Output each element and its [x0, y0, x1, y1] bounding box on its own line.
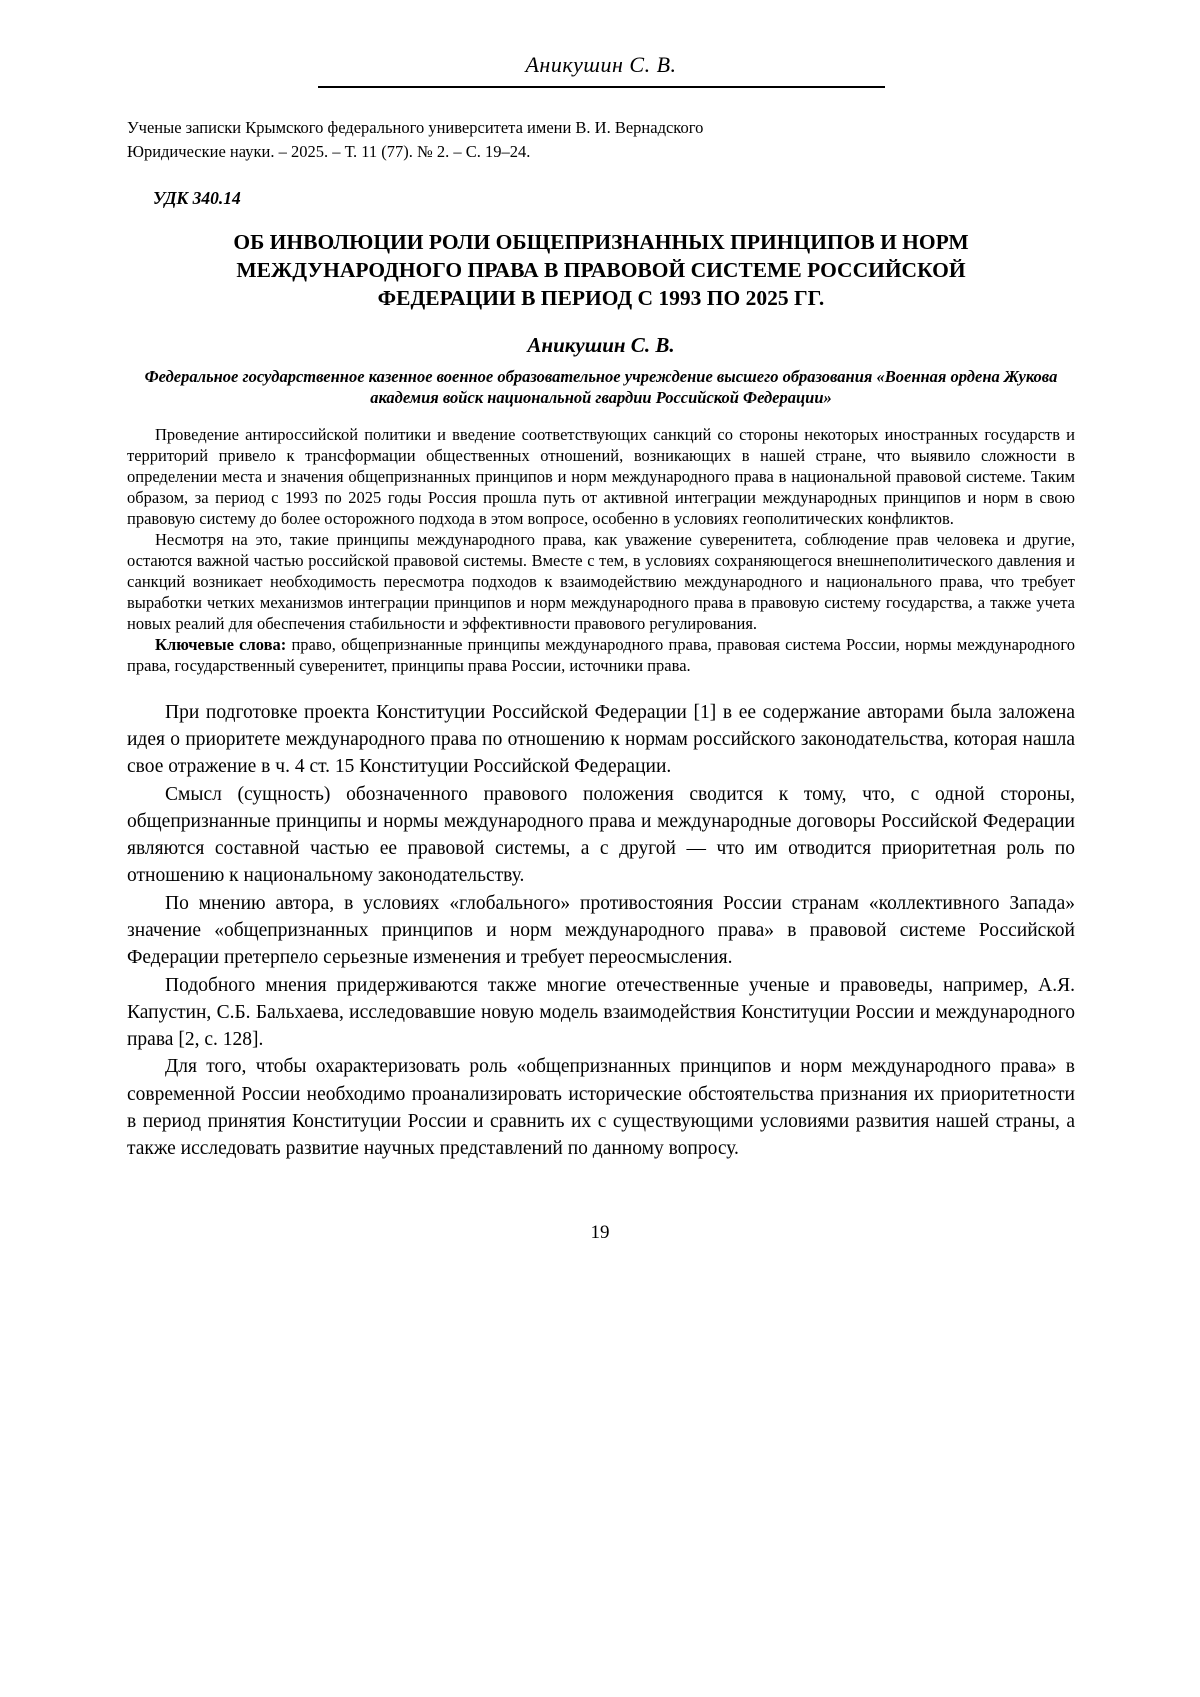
keywords-text: право, общепризнанные принципы международного права, правовая система России, нормы международного права, государственный суверенитет, принципы права России, источники права. [127, 634, 1075, 675]
keywords-label: Ключевые слова: [155, 634, 287, 654]
body-paragraph: Для того, чтобы охарактеризовать роль «общепризнанных принципов и норм международного права» в современной России необходимо проанализировать исторические обстоятельства признания их приоритетности в период принятия Конституции России и сравнить их с существующими условиями развития нашей страны, а также исследовать развитие научных представлений по данному вопросу. [127, 1056, 1075, 1160]
author-affiliation: Федеральное государственное казенное военное образовательное учреждение высшего образования «Военная ордена Жукова академия войск национальной гвардии Российской Федерации» [144, 366, 1058, 408]
page-number: 19 [590, 1222, 610, 1243]
body-paragraph: При подготовке проекта Конституции Российской Федерации [1] в ее содержание авторами была заложена идея о приоритете международного права по отношению к нормам российского законодательства, которая нашла свое отражение в ч. 4 ст. 15 Конституции Российской Федерации. [127, 701, 1075, 778]
article-body [127, 699, 1075, 1163]
udc-code: УДК 340.14 [153, 187, 241, 208]
abstract-paragraph: Несмотря на это, такие принципы международного права, как уважение суверенитета, соблюдение прав человека и другие, остаются важной частью российской правовой системы. Вместе с тем, в условиях сохраняющегося внешнеполитического давления и санкций возникает необходимость пересмотра подходов к взаимодействию международного и национального права, что требует выработки четких механизмов интеграции принципов и норм международного права в правовую систему государства, а также учета новых реалий для обеспечения стабильности и эффективности правового регулирования. [127, 529, 1075, 633]
body-paragraph: По мнению автора, в условиях «глобального» противостояния России странам «коллективного Запада» значение «общепризнанных принципов и норм международного права» в правовой системе Российской Федерации претерпело серьезные изменения и требует переосмысления. [127, 892, 1075, 969]
keywords-paragraph [127, 635, 1075, 677]
running-head: Аникушин С. В. [525, 52, 677, 77]
article-title: ОБ ИНВОЛЮЦИИ РОЛИ ОБЩЕПРИЗНАННЫХ ПРИНЦИПОВ И НОРМ МЕЖДУНАРОДНОГО ПРАВА В ПРАВОВОЙ СИСТЕМЕ РОССИЙСКОЙ ФЕДЕРАЦИИ В ПЕРИОД С 1993 ПО 2025 ГГ. [233, 229, 969, 310]
page-header [127, 52, 1075, 88]
citation-line-2: Юридические науки. – 2025. – Т. 11 (77). № 2. – С. 19–24. [127, 141, 531, 161]
author-name: Аникушин С. В. [527, 332, 675, 357]
abstract-paragraph: Проведение антироссийской политики и введение соответствующих санкций со стороны некоторых иностранных государств и территорий привело к трансформации общественных отношений, возникающих в нашей стране, что выявило сложности в определении места и значения общепризнанных принципов и норм международного права в национальной правовой системе. Таким образом, за период с 1993 по 2025 годы Россия прошла путь от активной интеграции международных принципов и норм в свою правовую систему до более осторожного подхода в этом вопросе, особенно в условиях геополитических конфликтов. [127, 425, 1075, 528]
abstract-section [127, 425, 1075, 676]
header-rule [318, 86, 885, 88]
citation-line-1: Ученые записки Крымского федерального университета имени В. И. Вернадского [127, 118, 704, 137]
body-paragraph: Подобного мнения придерживаются также многие отечественные ученые и правоведы, например, А.Я. Капустин, С.Б. Бальхаева, исследовавшие новую модель взаимодействия Конституции России и международного права [2, с. 128]. [127, 974, 1075, 1051]
body-paragraph: Смысл (сущность) обозначенного правового положения сводится к тому, что, с одной стороны, общепризнанные принципы и нормы международного права и международные договоры Российской Федерации являются составной частью ее правовой системы, а с другой — что им отводится приоритетная роль по отношению к национальному законодательству. [127, 783, 1075, 887]
journal-citation [127, 116, 1075, 164]
